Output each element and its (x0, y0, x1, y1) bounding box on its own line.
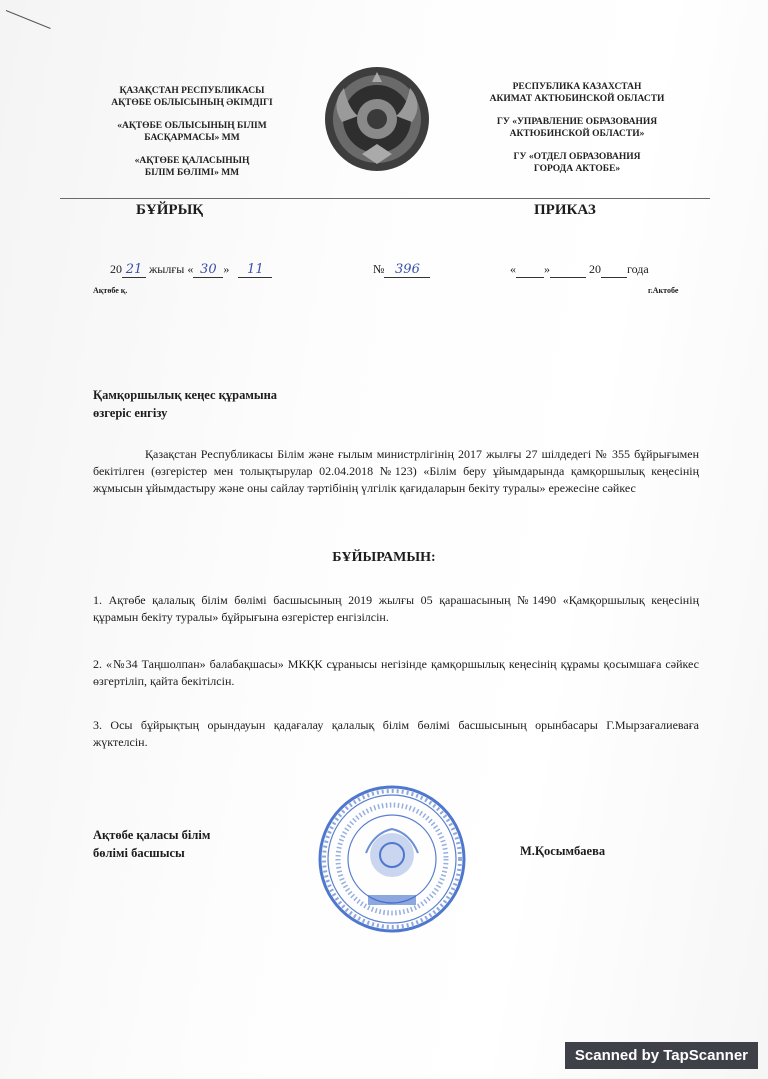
header-right-line1: РЕСПУБЛИКА КАЗАХСТАН (512, 82, 642, 92)
month-handwritten: 11 (238, 262, 272, 278)
scanner-watermark: Scanned by TapScanner (565, 1042, 758, 1069)
date-russian (510, 262, 649, 278)
header-right-line2: АКИМАТ АКТЮБИНСКОЙ ОБЛАСТИ (489, 93, 665, 104)
position-line2: бөлімі басшысы (93, 846, 185, 860)
pen-mark (6, 10, 51, 29)
header-left-org1-b: БАСҚАРМАСЫ» ММ (144, 132, 240, 143)
header-right-org2-b: ГОРОДА АКТОБЕ» (533, 163, 621, 174)
year-word: жылғы « (149, 262, 194, 276)
year-prefix: 20 (110, 262, 122, 276)
day-handwritten: 30 (193, 262, 223, 278)
title-russian: ПРИКАЗ (534, 202, 596, 218)
order-number (373, 262, 430, 278)
header-right-org2-a: ГУ «ОТДЕЛ ОБРАЗОВАНИЯ (513, 152, 641, 162)
subject-line2: өзгеріс енгізу (93, 406, 168, 420)
official-seal-icon (316, 783, 468, 935)
order-item-3: 3. Осы бұйрықтың орындауын қадағалау қалалық білім бөлімі басшысының орынбасары Г.Мырзағалиеваға жүктелсін. (93, 718, 699, 749)
date-kazakh (110, 262, 272, 278)
city-russian: г.Актобе (648, 286, 679, 295)
header-left-org1-a: «АҚТӨБЕ ОБЛЫСЫНЫҢ БІЛІМ (117, 121, 267, 131)
year-handwritten: 21 (122, 262, 146, 278)
header-left-line2: АҚТӨБЕ ОБЛЫСЫНЫҢ ӘКІМДІГІ (111, 97, 273, 108)
position-line1: Ақтөбе қаласы білім (93, 828, 211, 842)
header-right-russian (452, 82, 702, 187)
header-left-org2-a: «АҚТӨБЕ ҚАЛАСЫНЫҢ (134, 156, 250, 166)
order-item-1: 1. Ақтөбе қалалық білім бөлімі басшысының 2019 жылғы 05 қарашасының №1490 «Қамқоршылық кеңесінің құрамын бекіту туралы» бұйрығына өзгерістер енгізілсін. (93, 593, 699, 624)
header-right-org1-b: АКТЮБИНСКОЙ ОБЛАСТИ» (509, 128, 645, 139)
signatory-name: М.Қосымбаева (520, 844, 606, 858)
state-emblem-icon (322, 64, 432, 174)
city-kazakh: Ақтөбе қ. (93, 286, 128, 295)
header-left-line1: ҚАЗАҚСТАН РЕСПУБЛИКАСЫ (119, 86, 265, 96)
number-prefix: № (373, 262, 385, 276)
subject (93, 386, 277, 422)
ru-year-word: года (627, 262, 649, 276)
title-kazakh: БҰЙРЫҚ (136, 202, 204, 218)
preamble-paragraph: Қазақстан Республикасы Білім және ғылым министрлігінің 2017 жылғы 27 шілдедегі № 355 бұйрығымен бекітілген (өзгерістер мен толықтырулар 02.04.2018 №123) «Білім беру ұйымдарында қамқоршылық кеңесінің жұмысын ұйымдастыру және оны сайлау тәртібінің үлгілік қағидаларын бекіту туралы» ережесіне сәйкес (93, 447, 699, 495)
ru-year-prefix: 20 (589, 262, 601, 276)
order-item-2: 2. «№34 Таңшолпан» балабақшасы» МКҚК сұранысы негізінде қамқоршылық кеңесінің құрамы қосымшаға сәйкес өзгертіліп, қайта бекітілсін. (93, 657, 699, 688)
header-divider (60, 198, 710, 199)
order-heading: БҰЙЫРАМЫН: (332, 550, 436, 565)
header-right-org1-a: ГУ «УПРАВЛЕНИЕ ОБРАЗОВАНИЯ (496, 117, 658, 127)
ru-close: » (544, 262, 550, 276)
subject-line1: Қамқоршылық кеңес құрамына (93, 388, 278, 402)
header-left-kazakh (72, 86, 312, 191)
signatory-position (93, 826, 210, 862)
number-handwritten: 396 (384, 262, 430, 278)
ru-open: « (510, 262, 516, 276)
day-close: » (223, 262, 230, 276)
header-left-org2-b: БІЛІМ БӨЛІМІ» ММ (144, 167, 240, 178)
